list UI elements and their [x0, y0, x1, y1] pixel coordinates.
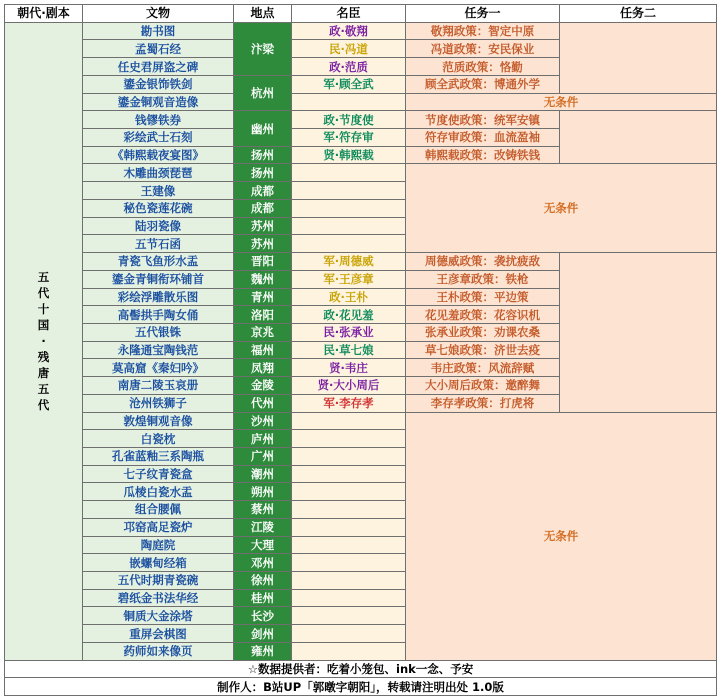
minister-cell: 军·符存审: [292, 129, 406, 147]
location-cell: 苏州: [234, 235, 292, 253]
location-cell: 沙州: [234, 412, 292, 430]
relic-cell: 敦煌铜观音像: [83, 412, 234, 430]
table-row: [5, 253, 717, 271]
location-cell: 青州: [234, 288, 292, 306]
relic-cell: 钱镠铁券: [83, 111, 234, 129]
task-one-cell: 冯道政策：安民保业: [406, 40, 560, 58]
location-cell: 徐州: [234, 572, 292, 590]
minister-cell: [292, 164, 406, 182]
header-dynasty: 朝代·剧本: [5, 5, 83, 23]
relic-cell: 秘色瓷莲花碗: [83, 199, 234, 217]
relic-cell: 沧州铁狮子: [83, 394, 234, 412]
minister-cell: 贤·韦庄: [292, 359, 406, 377]
minister-cell: [292, 642, 406, 660]
header-task-two: 任务二: [560, 5, 717, 23]
task-one-cell: 李存孝政策：打虎将: [406, 394, 560, 412]
table-row: [5, 93, 717, 111]
relic-cell: 莫高窟《秦妇吟》: [83, 359, 234, 377]
relic-cell: 铜质大金涂塔: [83, 607, 234, 625]
footer-providers-row: [5, 660, 717, 678]
relic-cell: 鎏金青铜衔环铺首: [83, 270, 234, 288]
location-cell: 魏州: [234, 270, 292, 288]
location-cell: 江陵: [234, 518, 292, 536]
table-row: [5, 111, 717, 129]
location-cell: 广州: [234, 447, 292, 465]
location-cell: 成都: [234, 199, 292, 217]
location-cell: 代州: [234, 394, 292, 412]
relic-cell: 七子纹青瓷盒: [83, 465, 234, 483]
minister-cell: [292, 182, 406, 200]
location-cell: 邓州: [234, 554, 292, 572]
task-one-cell: 韦庄政策：风流辞赋: [406, 359, 560, 377]
relic-cell: 五代时期青瓷碗: [83, 572, 234, 590]
relic-cell: 永隆通宝陶钱范: [83, 341, 234, 359]
relic-cell: 药师如来像页: [83, 642, 234, 660]
minister-cell: [292, 536, 406, 554]
minister-cell: [292, 217, 406, 235]
relic-cell: 鎏金铜观音造像: [83, 93, 234, 111]
location-cell: 庐州: [234, 430, 292, 448]
relic-cell: 《韩熙载夜宴图》: [83, 146, 234, 164]
task-one-cell: 范质政策：恪勤: [406, 58, 560, 76]
relic-cell: 陆羽瓷像: [83, 217, 234, 235]
location-cell: 幽州: [234, 111, 292, 146]
minister-cell: [292, 430, 406, 448]
location-cell: 大理: [234, 536, 292, 554]
minister-cell: 政·王朴: [292, 288, 406, 306]
footer-credit-row: [5, 678, 717, 696]
minister-cell: [292, 607, 406, 625]
minister-cell: 军·李存孝: [292, 394, 406, 412]
relic-cell: 五代银铢: [83, 323, 234, 341]
location-cell: 潮州: [234, 465, 292, 483]
task-one-cell: 周德威政策：袭扰疲敌: [406, 253, 560, 271]
task-one-cell: 敬翔政策：智定中原: [406, 22, 560, 40]
minister-cell: 民·冯道: [292, 40, 406, 58]
minister-cell: 贤·韩熙载: [292, 146, 406, 164]
location-cell: 扬州: [234, 164, 292, 182]
relic-cell: 碧纸金书法华经: [83, 589, 234, 607]
relic-cell: 任史君屏盗之碑: [83, 58, 234, 76]
location-cell: 成都: [234, 182, 292, 200]
minister-cell: [292, 554, 406, 572]
table-row: [5, 22, 717, 40]
task-one-cell: 王彦章政策：铁枪: [406, 270, 560, 288]
location-cell: 苏州: [234, 217, 292, 235]
relic-cell: 组合腰佩: [83, 501, 234, 519]
location-cell: 福州: [234, 341, 292, 359]
footer-providers: ☆数据提供者：吃着小笼包、ink一念、予安: [5, 660, 717, 678]
footer-credit: 制作人：B站UP「郭暾字朝阳」，转载请注明出处 1.0版: [5, 678, 717, 696]
minister-cell: 军·周德威: [292, 253, 406, 271]
relic-cell: 白瓷枕: [83, 430, 234, 448]
location-cell: 剑州: [234, 625, 292, 643]
location-cell: 长沙: [234, 607, 292, 625]
table-row: [5, 164, 717, 182]
location-cell: 金陵: [234, 377, 292, 395]
location-cell: 雍州: [234, 642, 292, 660]
minister-cell: [292, 501, 406, 519]
minister-cell: [292, 447, 406, 465]
header-task-one: 任务一: [406, 5, 560, 23]
location-cell: 扬州: [234, 146, 292, 164]
task-one-cell: 节度使政策：统军安镇: [406, 111, 560, 129]
minister-cell: 政·敬翔: [292, 22, 406, 40]
header-location: 地点: [234, 5, 292, 23]
minister-cell: 军·王彦章: [292, 270, 406, 288]
minister-cell: [292, 235, 406, 253]
task-one-cell: 韩熙载政策：改铸铁钱: [406, 146, 560, 164]
relic-cell: 鎏金银饰铁剑: [83, 75, 234, 93]
no-condition-cell: 无条件: [406, 412, 717, 660]
dynasty-cell: [5, 22, 83, 660]
relic-cell: 重屏会棋图: [83, 625, 234, 643]
location-cell: 汴梁: [234, 22, 292, 75]
relic-cell: 勘书图: [83, 22, 234, 40]
relic-cell: 嵌螺甸经箱: [83, 554, 234, 572]
task-one-cell: 无条件: [406, 93, 717, 111]
minister-cell: 民·张承业: [292, 323, 406, 341]
no-condition-cell: [560, 253, 717, 412]
table-row: [5, 412, 717, 430]
relic-cell: 木雕曲颈琵琶: [83, 164, 234, 182]
relic-cell: 高髻拱手陶女俑: [83, 306, 234, 324]
minister-cell: [292, 199, 406, 217]
relic-table: [4, 4, 717, 696]
minister-cell: 政·范质: [292, 58, 406, 76]
minister-cell: [292, 412, 406, 430]
task-one-cell: 大小周后政策：邀醉舞: [406, 377, 560, 395]
location-cell: 凤翔: [234, 359, 292, 377]
minister-cell: 贤·大小周后: [292, 377, 406, 395]
relic-cell: 孔雀蓝釉三系陶瓶: [83, 447, 234, 465]
location-cell: 京兆: [234, 323, 292, 341]
minister-cell: [292, 589, 406, 607]
relic-cell: 彩绘武士石刻: [83, 129, 234, 147]
location-cell: 蔡州: [234, 501, 292, 519]
relic-cell: 孟蜀石经: [83, 40, 234, 58]
minister-cell: [292, 572, 406, 590]
task-one-cell: 王朴政策：平边策: [406, 288, 560, 306]
relic-cell: 彩绘浮雕散乐图: [83, 288, 234, 306]
minister-cell: [292, 93, 406, 111]
relic-cell: 瓜棱白瓷水盂: [83, 483, 234, 501]
task-two-cell: [560, 111, 717, 164]
header-minister: 名臣: [292, 5, 406, 23]
location-cell: 晋阳: [234, 253, 292, 271]
minister-cell: 政·节度使: [292, 111, 406, 129]
location-cell: 洛阳: [234, 306, 292, 324]
location-cell: 朔州: [234, 483, 292, 501]
location-cell: 杭州: [234, 75, 292, 110]
header-relic: 文物: [83, 5, 234, 23]
relic-cell: 陶庭院: [83, 536, 234, 554]
minister-cell: [292, 518, 406, 536]
task-one-cell: 顾全武政策：博通外学: [406, 75, 560, 93]
minister-cell: [292, 483, 406, 501]
relic-cell: 邛窑高足瓷炉: [83, 518, 234, 536]
task-one-cell: 张承业政策：劝课农桑: [406, 323, 560, 341]
header-row: [5, 5, 717, 23]
dynasty-label: 五代十国·残唐五代: [37, 270, 50, 413]
minister-cell: 政·花见羞: [292, 306, 406, 324]
task-two-cell: [560, 22, 717, 93]
task-one-cell: 花见羞政策：花容识机: [406, 306, 560, 324]
relic-cell: 青瓷飞鱼形水盂: [83, 253, 234, 271]
minister-cell: [292, 625, 406, 643]
task-one-cell: 符存审政策：血流盈袖: [406, 129, 560, 147]
task-one-cell: 草七娘政策：济世去疫: [406, 341, 560, 359]
relic-cell: 南唐二陵玉哀册: [83, 377, 234, 395]
minister-cell: 军·顾全武: [292, 75, 406, 93]
location-cell: 桂州: [234, 589, 292, 607]
relic-cell: 王建像: [83, 182, 234, 200]
relic-cell: 五节石函: [83, 235, 234, 253]
minister-cell: [292, 465, 406, 483]
minister-cell: 民·草七娘: [292, 341, 406, 359]
no-condition-cell: 无条件: [406, 164, 717, 253]
